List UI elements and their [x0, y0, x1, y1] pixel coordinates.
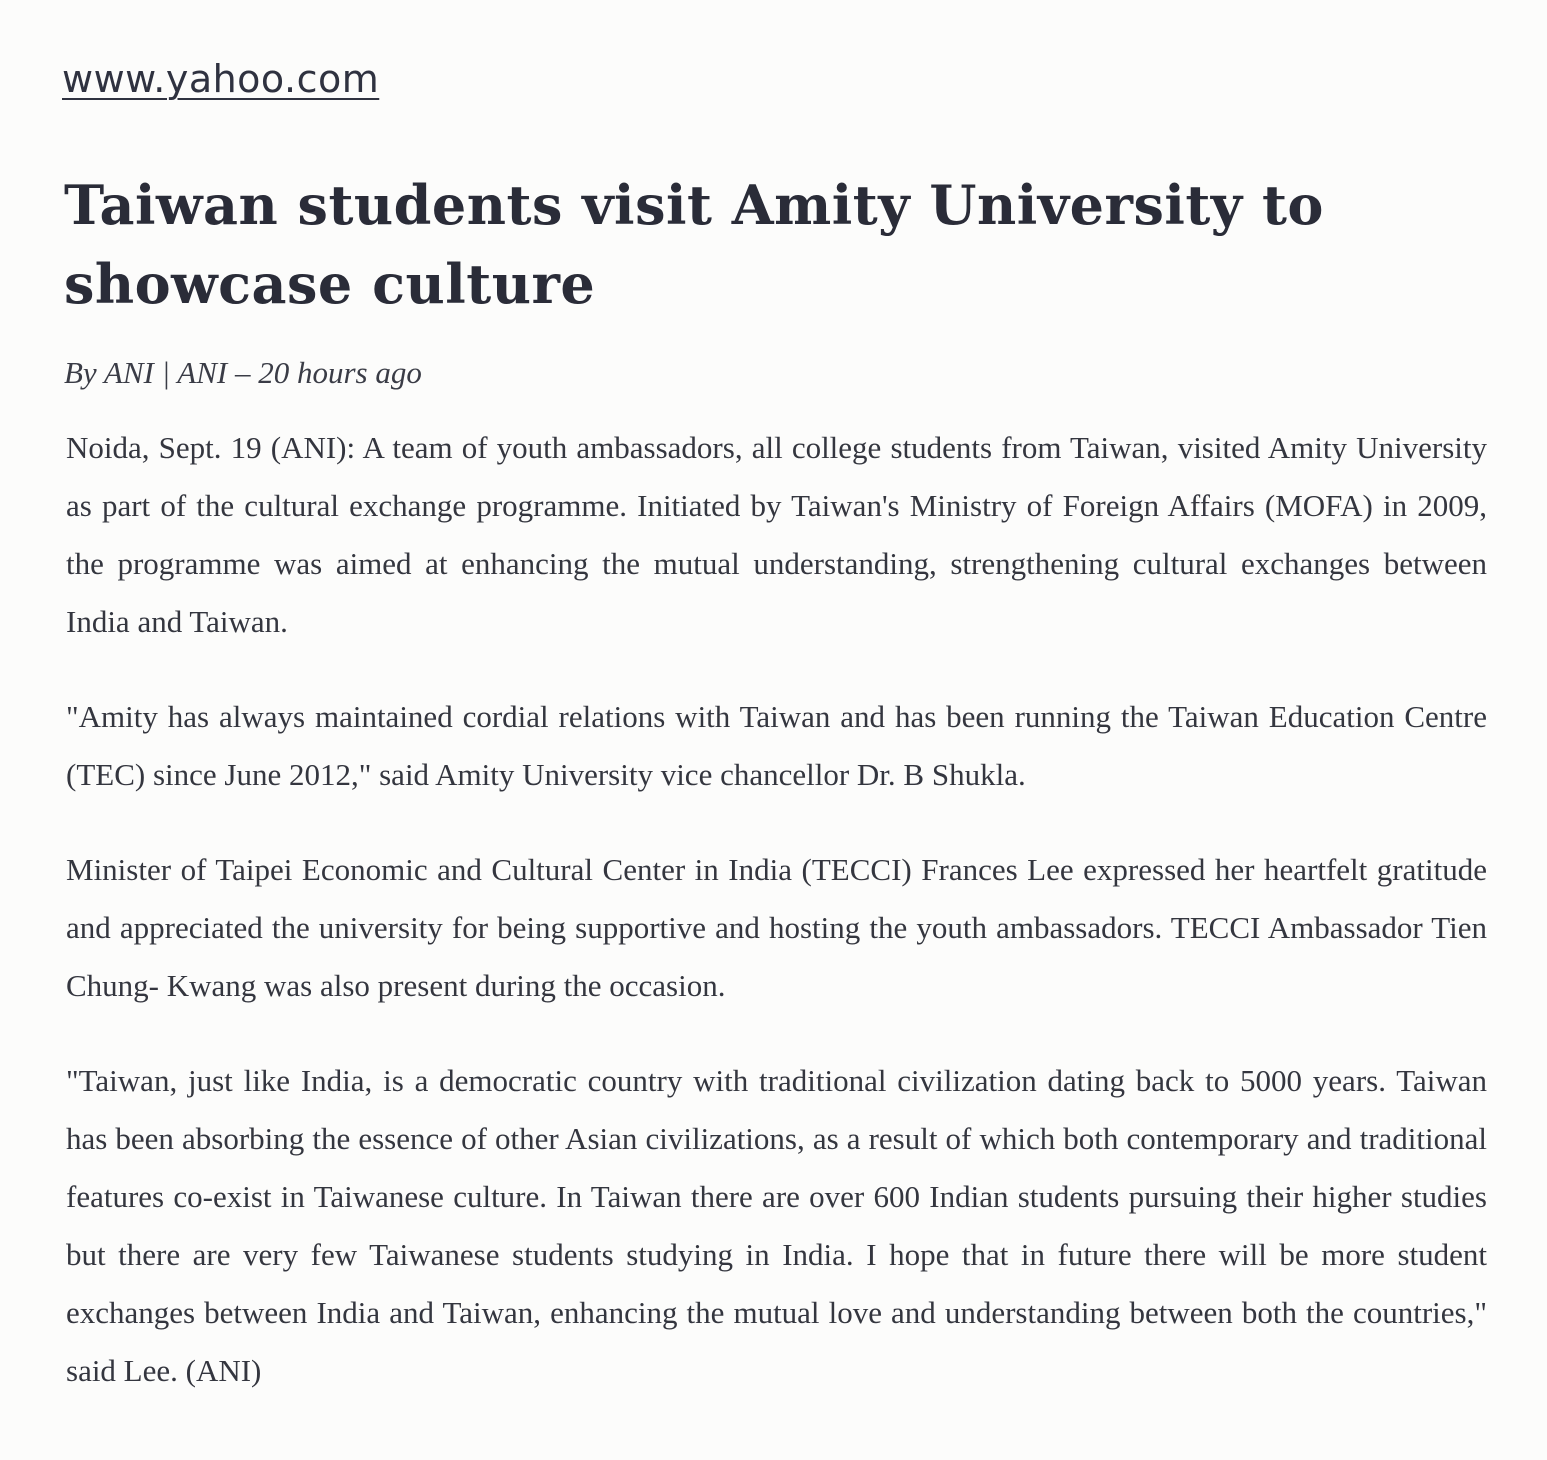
article-paragraph: Noida, Sept. 19 (ANI): A team of youth ambassadors, all college students from Taiwan, visited Amity University as part of the cultural exchange programme. Initiated by Taiwan's Ministry of Foreign Affairs (MOFA) in 2009, the programme was aimed at enhancing the mutual understanding, strengthening cultural exchanges between India and Taiwan. [66, 430, 1487, 639]
article-body [66, 419, 1487, 1400]
article-paragraph: "Taiwan, just like India, is a democratic country with traditional civilization dating back to 5000 years. Taiwan has been absorbing the essence of other Asian civilizations, as a result of which both contemporary and traditional features co-exist in Taiwanese culture. In Taiwan there are over 600 Indian students pursuing their higher studies but there are very few Taiwanese students studying in India. I hope that in future there will be more student exchanges between India and Taiwan, enhancing the mutual love and understanding between both the countries," said Lee. (ANI) [66, 1063, 1487, 1388]
article-byline: By ANI | ANI – 20 hours ago [64, 355, 422, 390]
source-url: www.yahoo.com [62, 57, 380, 101]
article-headline: Taiwan students visit Amity University to showcase culture [64, 173, 1324, 316]
article-paragraph: Minister of Taipei Economic and Cultural Center in India (TECCI) Frances Lee expressed her heartfelt gratitude and appreciated the university for being supportive and hosting the youth ambassadors. TECCI Ambassador Tien Chung- Kwang was also present during the occasion. [66, 852, 1487, 1003]
article-paragraph: "Amity has always maintained cordial relations with Taiwan and has been running the Taiwan Education Centre (TEC) since June 2012," said Amity University vice chancellor Dr. B Shukla. [66, 699, 1487, 792]
